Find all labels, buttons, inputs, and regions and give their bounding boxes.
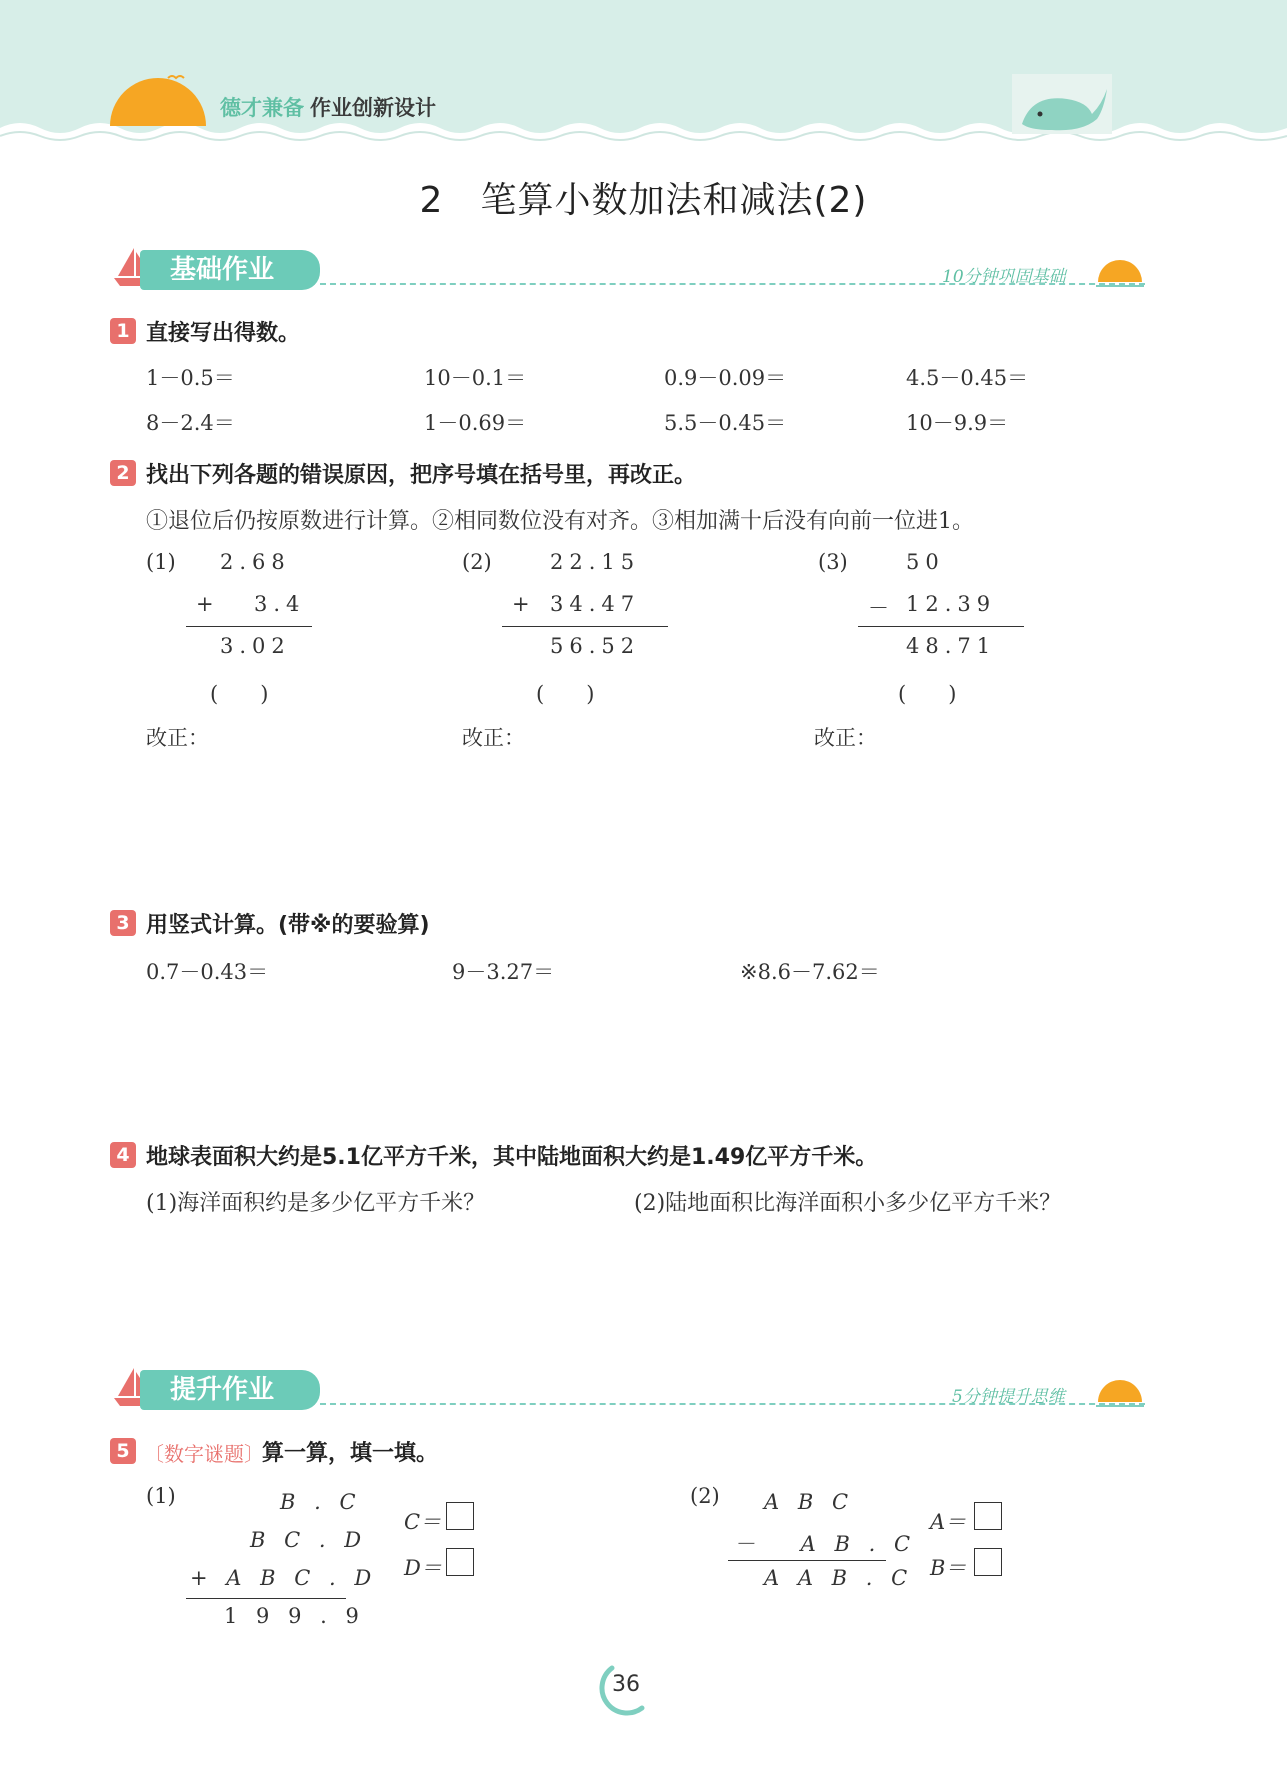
- error-reasons: ①退位后仍按原数进行计算。②相同数位没有对齐。③相加满十后没有向前一位进1。: [146, 509, 974, 534]
- puzzle-result: 1 9 9 . 9: [224, 1604, 365, 1628]
- puzzle-result: A A B . C: [764, 1566, 914, 1590]
- correction-label: 改正：: [462, 726, 525, 750]
- sum-line: [502, 626, 668, 627]
- wrong-result: 56.52: [550, 634, 641, 658]
- question-text: 算一算，填一填。: [262, 1441, 439, 1466]
- puzzle-tag: 〔数字谜题〕: [144, 1442, 264, 1466]
- page-number: 36: [612, 1672, 640, 1697]
- expression: 10－0.1＝: [424, 366, 527, 390]
- wrong-result: 48.71: [906, 634, 997, 658]
- section-tag-advanced: 提升作业: [140, 1370, 320, 1410]
- sun-icon: [1092, 256, 1148, 292]
- question-number: 1: [110, 318, 136, 344]
- question-number: 2: [110, 460, 136, 486]
- brand-green: 德才兼备: [220, 96, 304, 120]
- answer-parentheses[interactable]: ( ): [210, 682, 269, 706]
- sub-question: (2)陆地面积比海洋面积小多少亿平方千米？: [634, 1191, 1062, 1216]
- operator: +: [196, 592, 220, 616]
- problem-label: (1): [146, 1484, 176, 1508]
- expression: ※8.6－7.62＝: [740, 960, 880, 984]
- question-text: 直接写出得数。: [146, 321, 301, 346]
- question-number: 3: [110, 910, 136, 936]
- problem-label: (2): [462, 550, 492, 574]
- question-text: 用竖式计算。(带※的要验算): [146, 913, 430, 938]
- question-number: 4: [110, 1142, 136, 1168]
- answer-parentheses[interactable]: ( ): [536, 682, 595, 706]
- expression: 0.9－0.09＝: [664, 366, 787, 390]
- wrong-result: 3.02: [220, 634, 291, 658]
- section-note-advanced: 5分钟提升思维: [952, 1387, 1065, 1407]
- page-title: 2 笔算小数加法和减法(2): [419, 180, 868, 221]
- whale-icon: [1012, 74, 1112, 134]
- expression: 4.5－0.45＝: [906, 366, 1029, 390]
- section-tag-basic: 基础作业: [140, 250, 320, 290]
- expression: 10－9.9＝: [906, 411, 1009, 435]
- problem-label: (1): [146, 550, 176, 574]
- correction-label: 改正：: [146, 726, 209, 750]
- variable-label: A＝: [930, 1510, 967, 1534]
- addend-top: 22.15: [550, 550, 641, 574]
- puzzle-line: B C . D: [250, 1528, 368, 1552]
- difference-line: [858, 626, 1024, 627]
- addend-bottom: 3.4: [254, 592, 306, 616]
- sun-icon: [108, 70, 208, 126]
- variable-label: C＝: [404, 1510, 442, 1534]
- question-text: 找出下列各题的错误原因，把序号填在括号里，再改正。: [146, 463, 697, 488]
- expression: 5.5－0.45＝: [664, 411, 787, 435]
- addend-top: 2.68: [220, 550, 291, 574]
- expression: 0.7－0.43＝: [146, 960, 269, 984]
- sum-line: [186, 626, 312, 627]
- expression: 9－3.27＝: [452, 960, 555, 984]
- question-text: 地球表面积大约是5.1亿平方千米，其中陆地面积大约是1.49亿平方千米。: [146, 1145, 878, 1170]
- expression: 1－0.5＝: [146, 366, 235, 390]
- brand-title: [220, 92, 436, 122]
- operator: +: [512, 592, 536, 616]
- question-number: 5: [110, 1438, 136, 1464]
- operator: －: [868, 596, 895, 620]
- difference-line: [728, 1560, 886, 1561]
- puzzle-line: A B C: [764, 1490, 855, 1514]
- variable-label: D＝: [404, 1556, 442, 1580]
- puzzle-line: + A B C . D: [190, 1566, 378, 1590]
- puzzle-line: B . C: [280, 1490, 362, 1514]
- answer-box-b[interactable]: [974, 1548, 1002, 1576]
- correction-label: 改正：: [814, 726, 877, 750]
- answer-box-a[interactable]: [974, 1502, 1002, 1530]
- variable-label: B＝: [930, 1556, 967, 1580]
- sub-question: (1)海洋面积约是多少亿平方千米？: [146, 1191, 486, 1216]
- minuend: 50: [906, 550, 945, 574]
- problem-label: (2): [690, 1484, 720, 1508]
- brand-dark: 作业创新设计: [310, 96, 436, 120]
- section-note-basic: 10分钟巩固基础: [942, 267, 1066, 287]
- expression: 1－0.69＝: [424, 411, 527, 435]
- answer-parentheses[interactable]: ( ): [898, 682, 957, 706]
- sun-icon: [1092, 1376, 1148, 1412]
- subtrahend: 12.39: [906, 592, 997, 616]
- problem-label: (3): [818, 550, 848, 574]
- addend-bottom: 34.47: [550, 592, 641, 616]
- answer-box-c[interactable]: [446, 1502, 474, 1530]
- puzzle-line: － A B . C: [734, 1532, 917, 1556]
- answer-box-d[interactable]: [446, 1548, 474, 1576]
- sum-line: [186, 1598, 346, 1599]
- expression: 8－2.4＝: [146, 411, 235, 435]
